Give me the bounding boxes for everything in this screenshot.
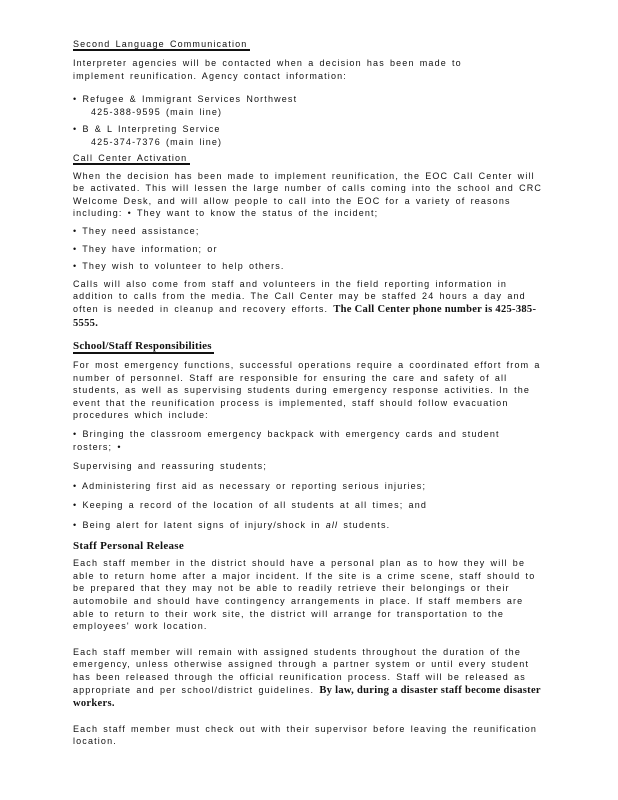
bullet-need-assistance: • They need assistance; <box>73 225 200 236</box>
bullet-volunteer: • They wish to volunteer to help others. <box>73 261 285 272</box>
disaster-workers-statement: By law, during a disaster staff become disaster workers. <box>73 684 541 710</box>
latent-signs-end: students. <box>338 520 391 531</box>
latent-signs-text: • Being alert for latent signs of injury/shock in <box>73 520 326 531</box>
interpreter-paragraph: Interpreter agencies will be contacted when a decision has been made to implement reunification. Agency contact information: <box>73 58 462 81</box>
responsibilities-paragraph: For most emergency functions, successful operations require a coordinated effort from a number of personnel. Staff are responsible for ensuring the care and safety of all students, as well as supervising students during emergency response activities. In the event that the reunification process is implemented, staff should follow evacuation procedures which include: <box>73 360 541 421</box>
refugee-phone: 425-388-9595 (main line) <box>91 106 223 117</box>
personal-plan-paragraph: Each staff member in the district should have a personal plan as to how they will be able to return home after a major incident. If the site is a crime scene, staff should to be prepared that they may not be able to readily retrieve their belongings or their automobile and should have contingency arrangements in place. If staff members are able to return to their work site, the district will arrange for transportation to the employees' work location. <box>73 558 536 632</box>
check-out-paragraph: Each staff member must check out with their supervisor before leaving the reunification location. <box>73 723 538 747</box>
latent-signs-emphasis: all <box>325 520 339 531</box>
bullet-first-aid: • Administering first aid as necessary or reporting serious injuries; <box>73 480 427 491</box>
calls-paragraph <box>73 278 543 330</box>
calls-paragraph-text: Calls will also come from staff and volunteers in the field reporting information in addition to calls from the media. The Call Center may be staffed 24 hours a day and often is needed in cleanup and recovery efforts. <box>73 278 526 314</box>
document-page <box>73 38 543 748</box>
bullet-backpack: • Bringing the classroom emergency backpack with emergency cards and student rosters; • <box>73 429 500 452</box>
remain-paragraph-text: Each staff member will remain with assigned students throughout the duration of the emergency, unless otherwise assigned through a partner system or until every student has been released through the official reunification process. Staff will be released as appropriate and per school/district guidelines. <box>73 646 530 695</box>
bullet-refugee-services: • Refugee & Immigrant Services Northwest <box>73 94 298 105</box>
section-heading-call-center: Call Center Activation <box>73 152 543 165</box>
bl-phone: 425-374-7376 (main line) <box>91 136 223 147</box>
section-heading-personal-release: Staff Personal Release <box>73 539 185 552</box>
bullet-supervising: Supervising and reassuring students; <box>73 461 267 472</box>
bullet-latent-signs <box>73 519 543 532</box>
bullet-bl-interpreting: • B & L Interpreting Service <box>73 124 221 135</box>
bullet-record-location: • Keeping a record of the location of all students at all times; and <box>73 500 428 511</box>
section-heading-school-staff: School/Staff Responsibilities <box>73 340 212 353</box>
remain-paragraph <box>73 646 543 711</box>
call-center-phone: The Call Center phone number is 425-385-5555. <box>73 303 537 329</box>
bullet-have-information: • They have information; or <box>73 243 218 254</box>
section-heading-second-language: Second Language Communication <box>73 38 543 51</box>
call-center-paragraph: When the decision has been made to implement reunification, the EOC Call Center will be activated. This will lessen the large number of calls coming into the school and CRC Welcome Desk, and will allow people to call into the EOC for a variety of reasons including: • They want to know the status of the incident; <box>73 170 543 219</box>
